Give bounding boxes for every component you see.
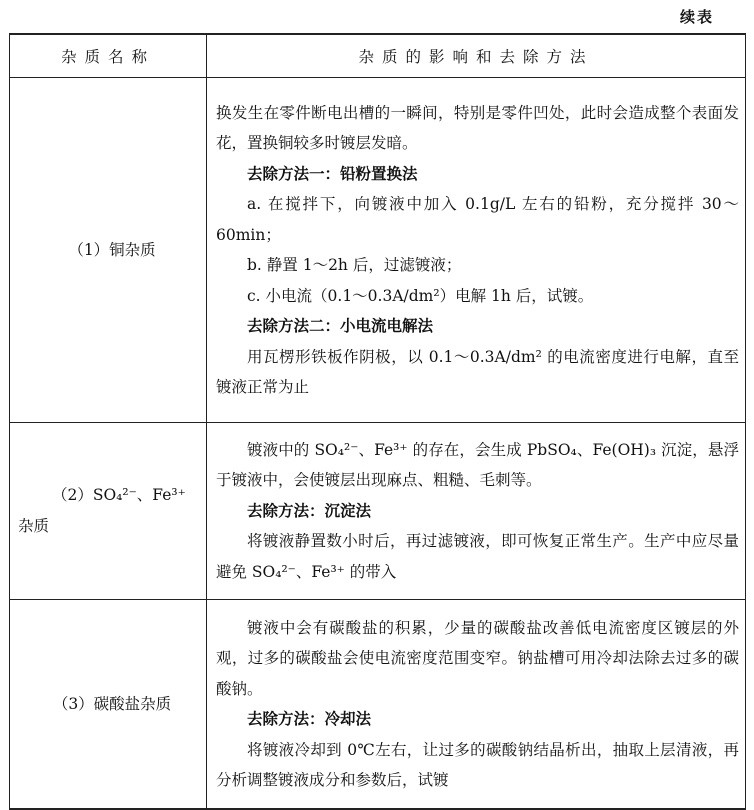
removal-cell-copper [207,78,746,423]
paragraph: 将镀液静置数小时后，再过滤镀液，即可恢复正常生产。生产中应尽量避免 SO₄²⁻、Fe³⁺ 的带入 [216,532,739,581]
table-row [10,78,746,423]
method-heading: 去除方法：沉淀法 [247,500,372,520]
table-row [10,600,746,810]
impurity-name-carbonate [10,600,207,810]
paragraph: 镀液中会有碳酸盐的积累，少量的碳酸盐改善低电流密度区镀层的外观，过多的碳酸盐会使电流密度范围变窄。钠盐槽可用冷却法除去过多的碳酸钠。 [216,618,739,698]
impurity-name-text: （2）SO₄²⁻、Fe³⁺ [52,486,186,504]
impurity-name-text: 杂质 [18,517,50,535]
method-heading: 去除方法一：铅粉置换法 [247,163,418,183]
paragraph: 镀液中的 SO₄²⁻、Fe³⁺ 的存在，会生成 PbSO₄、Fe(OH)₃ 沉淀，悬浮于镀液中，会使镀层出现麻点、粗糙、毛刺等。 [216,440,739,490]
table-row [10,423,746,600]
impurity-name-text: （1）铜杂质 [68,240,156,259]
paragraph: b. 静置 1～2h 后，过滤镀液； [247,256,462,274]
paragraph: c. 小电流（0.1～0.3A/dm²）电解 1h 后，试镀。 [247,286,594,305]
impurity-name-text: （3）碳酸盐杂质 [52,694,172,713]
impurity-name-copper [10,78,207,423]
header-effect-and-removal: 杂质的影响和去除方法 [207,34,746,78]
continued-label: 续表 [679,8,714,26]
paragraph: 用瓦楞形铁板作阴极，以 0.1～0.3A/dm² 的电流密度进行电解，直至镀液正常为止 [216,347,739,396]
impurity-table [9,33,746,810]
paragraph: a. 在搅拌下，向镀液中加入 0.1g/L 左右的铅粉，充分搅拌 30～60min； [216,195,739,244]
header-impurity-name: 杂质名称 [10,34,207,78]
paragraph: 换发生在零件断电出槽的一瞬间，特别是零件凹处，此时会造成整个表面发花，置换铜较多时镀层发暗。 [216,103,739,152]
method-heading: 去除方法：冷却法 [247,709,372,728]
paragraph: 将镀液冷却到 0℃左右，让过多的碳酸钠结晶析出，抽取上层清液，再分析调整镀液成分和参数后，试镀 [216,740,739,789]
method-heading: 去除方法二：小电流电解法 [247,316,434,335]
removal-cell-sulfate-iron [207,423,746,600]
table-header-row [10,34,746,78]
removal-cell-carbonate [207,600,746,810]
impurity-name-sulfate-iron [10,423,207,600]
